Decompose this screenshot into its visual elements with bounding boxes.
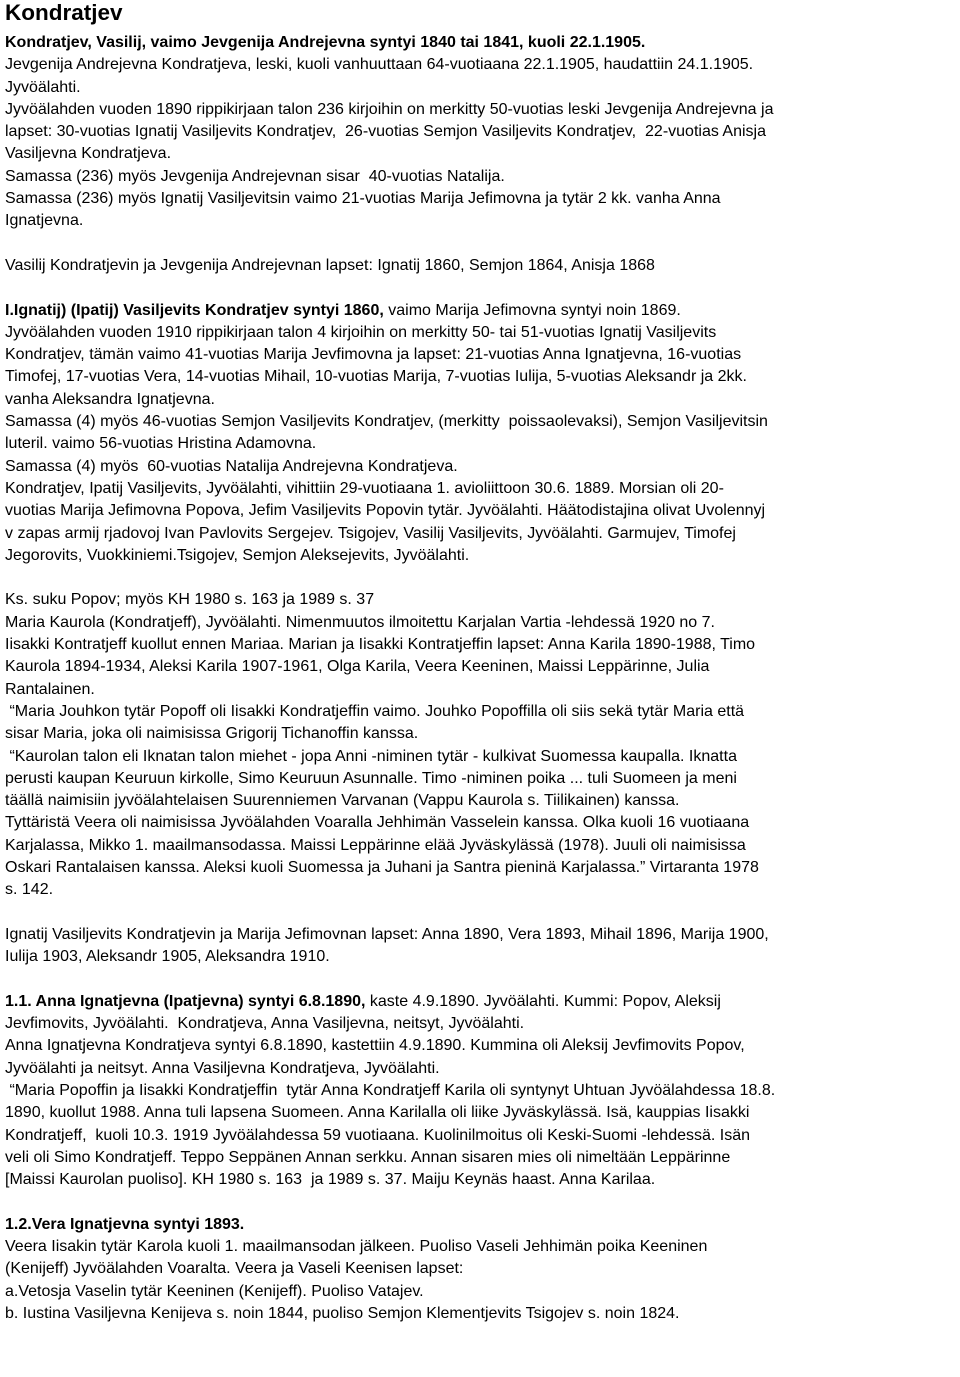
text-line: [5, 634, 957, 656]
text-run: Vasiljevna Kondratjeva.: [5, 145, 172, 163]
text-line: [5, 991, 957, 1013]
text-run: vuotias Marija Jefimovna Popova, Jefim Vasiljevits Popovin tytär. Jyvöälahti. Häätodistajina olivat Uvolennyj: [5, 502, 766, 520]
text-line: [5, 300, 957, 322]
text-run: Iisakki Kontratjeff kuollut ennen Mariaa. Marian ja Iisakki Kontratjeffin lapset: Anna Karila 1890-1988, Timo: [5, 636, 756, 654]
text-line: [5, 32, 957, 54]
text-run: Vasilij Kondratjevin ja Jevgenija Andrejevnan lapset: Ignatij 1860, Semjon 1864, Anisja 1868: [5, 256, 655, 274]
text-run: Rantalainen.: [5, 680, 95, 698]
text-run: Samassa (4) myös 46-vuotias Semjon Vasiljevits Kondratjev, (merkitty poissaolevaksi), Semjon Vasiljevitsin: [5, 413, 768, 431]
text-run: sisar Maria, joka oli naimisissa Grigorij Tichanoffin kanssa.: [5, 725, 419, 743]
text-line: [5, 478, 957, 500]
text-run: Samassa (236) myös Ignatij Vasiljevitsin vaimo 21-vuotias Marija Jefimovna ja tytär 2 kk. vanha Anna: [5, 190, 721, 208]
text-run: Kondratjev, tämän vaimo 41-vuotias Marija Jevfimovna ja lapset: 21-vuotias Anna Ignatjevna, 16-vuotias: [5, 346, 742, 364]
text-line: [5, 500, 957, 522]
text-line: [5, 656, 957, 678]
text-line: [5, 790, 957, 812]
text-run: vanha Aleksandra Ignatjevna.: [5, 390, 215, 408]
text-line: [5, 1080, 957, 1102]
text-line: [5, 679, 957, 701]
text-line: [5, 812, 957, 834]
text-line: [5, 1035, 957, 1057]
blank-line: [5, 233, 957, 255]
text-run: Tyttäristä Veera oli naimisissa Jyvöälahden Voaralla Jehhimän Vasselein kanssa. Olka kuoli 16 vuotiaana: [5, 814, 750, 832]
text-line: [5, 54, 957, 76]
text-run: Kondratjeff, kuoli 10.3. 1919 Jyvöälahdessa 59 vuotiaana. Kuolinilmoitus oli Keski-Suomi -lehdessä. Isän: [5, 1126, 751, 1144]
text-line: [5, 188, 957, 210]
text-run: Anna Ignatjevna Kondratjeva syntyi 6.8.1890, kastettiin 4.9.1890. Kummina oli Aleksij Jevfimovits Popov,: [5, 1037, 745, 1055]
text-run: Jevgenija Andrejevna Kondratjeva, leski, kuoli vanhuuttaan 64-vuotiaana 22.1.1905, haudattiin 24.1.1905.: [5, 56, 754, 74]
text-run: Ks. suku Popov; myös KH 1980 s. 163 ja 1989 s. 37: [5, 591, 375, 609]
text-run: “Maria Jouhkon tytär Popoff oli Iisakki Kondratjeffin vaimo. Jouhko Popoffilla oli siis sekä tytär Maria että: [5, 702, 745, 720]
text-line: [5, 612, 957, 634]
text-line: [5, 1058, 957, 1080]
text-line: [5, 389, 957, 411]
text-line: [5, 723, 957, 745]
text-line: [5, 835, 957, 857]
text-line: [5, 589, 957, 611]
blank-line: [5, 1191, 957, 1213]
page-title: Kondratjev: [5, 0, 123, 25]
text-line: [5, 1147, 957, 1169]
text-line: [5, 1281, 957, 1303]
text-line: [5, 210, 957, 232]
text-line: [5, 1303, 957, 1325]
text-line: [5, 1013, 957, 1035]
text-line: [5, 433, 957, 455]
text-line: [5, 143, 957, 165]
text-line: [5, 77, 957, 99]
text-run: veli oli Simo Kondratjeff. Teppo Seppänen Annan serkku. Annan sisaren mies oli nimeltään Leppärinne: [5, 1148, 731, 1166]
text-line: [5, 523, 957, 545]
text-run: vaimo Marija Jefimovna syntyi noin 1869.: [383, 301, 681, 319]
text-run: Jyvöälahden vuoden 1910 rippikirjaan talon 4 kirjoihin on merkitty 50- tai 51-vuotias Ignatij Vasiljevits: [5, 323, 717, 341]
text-run: (Kenijeff) Jyvöälahden Voaralta. Veera ja Vaseli Keenisen lapset:: [5, 1260, 464, 1278]
text-run: Ignatjevna.: [5, 212, 84, 230]
bold-text-run: Kondratjev, Vasilij, vaimo Jevgenija Andrejevna syntyi 1840 tai 1841, kuoli 22.1.1905.: [5, 34, 646, 51]
text-run: v zapas armij rjadovoj Ivan Pavlovits Sergejev. Tsigojev, Vasilij Vasiljevits, Jyvöälahti. Garmujev, Timofej: [5, 524, 736, 542]
bold-text-run: I.Ignatij) (Ipatij) Vasiljevits Kondratjev syntyi 1860,: [5, 301, 384, 319]
text-run: täällä naimisiin jyvöälahtelaisen Suurenniemen Varvanan (Vappu Kaurola s. Tiilikainen) kanssa.: [5, 792, 680, 810]
text-run: 1890, kuollut 1988. Anna tuli lapsena Suomeen. Anna Karilalla oli liike Jyväskylässä. Isä, kauppias Iisakki: [5, 1104, 750, 1122]
text-line: [5, 1214, 957, 1236]
text-run: b. Iustina Vasiljevna Kenijeva s. noin 1844, puoliso Semjon Klementjevits Tsigojev s. noin 1824.: [5, 1304, 680, 1322]
text-run: Veera Iisakin tytär Karola kuoli 1. maailmansodan jälkeen. Puoliso Vaseli Jehhimän poika Keeninen: [5, 1238, 708, 1256]
text-line: [5, 545, 957, 567]
text-line: [5, 322, 957, 344]
text-line: [5, 456, 957, 478]
text-line: [5, 701, 957, 723]
text-run: a.Vetosja Vaselin tytär Keeninen (Kenijeff). Puoliso Vatajev.: [5, 1282, 424, 1300]
text-line: [5, 1169, 957, 1191]
text-run: [Maissi Kaurolan puoliso]. KH 1980 s. 163 ja 1989 s. 37. Maiju Keynäs haast. Anna Karilaa.: [5, 1171, 656, 1189]
text-run: Samassa (236) myös Jevgenija Andrejevnan sisar 40-vuotias Natalija.: [5, 167, 505, 185]
text-line: [5, 166, 957, 188]
text-run: Maria Kaurola (Kondratjeff), Jyvöälahti. Nimenmuutos ilmoitettu Karjalan Vartia -lehdessä 1920 no 7.: [5, 613, 715, 631]
text-line: [5, 768, 957, 790]
text-line: [5, 121, 957, 143]
bold-text-run: 1.1. Anna Ignatjevna (Ipatjevna) syntyi 6.8.1890,: [5, 992, 366, 1010]
text-line: [5, 1258, 957, 1280]
text-run: Kondratjev, Ipatij Vasiljevits, Jyvöälahti, vihittiin 29-vuotiaana 1. avioliittoon 30.6. 1889. Morsian oli 20-: [5, 479, 724, 497]
text-run: Jyvöälahti ja neitsyt. Anna Vasiljevna Kondratjeva, Jyvöälahti.: [5, 1059, 440, 1077]
text-line: [5, 1125, 957, 1147]
text-run: Jyvöälahti.: [5, 78, 81, 96]
text-run: Samassa (4) myös 60-vuotias Natalija Andrejevna Kondratjeva.: [5, 457, 458, 475]
text-line: [5, 746, 957, 768]
text-run: Jevfimovits, Jyvöälahti. Kondratjeva, Anna Vasiljevna, neitsyt, Jyvöälahti.: [5, 1015, 525, 1033]
blank-line: [5, 902, 957, 924]
text-run: Iulija 1903, Aleksandr 1905, Aleksandra 1910.: [5, 948, 330, 966]
blank-line: [5, 277, 957, 299]
text-run: Ignatij Vasiljevits Kondratjevin ja Marija Jefimovnan lapset: Anna 1890, Vera 1893, Mihail 1896, Marija 1900,: [5, 925, 769, 943]
text-line: [5, 366, 957, 388]
text-line: [5, 1102, 957, 1124]
text-line: [5, 946, 957, 968]
text-run: Karjalassa, Mikko 1. maailmansodassa. Maissi Leppärinne elää Jyväskylässä (1978). Juuli oli naimisissa: [5, 836, 746, 854]
text-run: kaste 4.9.1890. Jyvöälahti. Kummi: Popov, Aleksij: [365, 992, 721, 1010]
text-line: [5, 1236, 957, 1258]
blank-line: [5, 567, 957, 589]
text-line: [5, 99, 957, 121]
text-run: s. 142.: [5, 881, 54, 899]
text-run: Jyvöälahden vuoden 1890 rippikirjaan talon 236 kirjoihin on merkitty 50-vuotias leski Jevgenija Andrejevna ja: [5, 100, 774, 118]
text-run: Kaurola 1894-1934, Aleksi Karila 1907-1961, Olga Karila, Veera Keeninen, Maissi Leppärinne, Julia: [5, 658, 710, 676]
document-page: [5, 0, 957, 1325]
text-run: Oskari Rantalaisen kanssa. Aleksi kuoli Suomessa ja Juhani ja Santra pieninä Karjalassa.” Virtaranta 1978: [5, 858, 759, 876]
text-run: “Maria Popoffin ja Iisakki Kondratjeffin tytär Anna Kondratjeff Karila oli syntynyt Uhtuan Jyvöälahdessa 18.8.: [5, 1081, 776, 1099]
text-run: “Kaurolan talon eli Iknatan talon miehet - jopa Anni -niminen tytär - kulkivat Suomessa kaupalla. Iknatta: [5, 747, 737, 765]
text-line: [5, 411, 957, 433]
text-run: lapset: 30-vuotias Ignatij Vasiljevits Kondratjev, 26-vuotias Semjon Vasiljevits Kondratjev, 22-vuotias Anisja: [5, 123, 766, 141]
text-run: luteril. vaimo 56-vuotias Hristina Adamovna.: [5, 435, 317, 453]
text-run: Timofej, 17-vuotias Vera, 14-vuotias Mihail, 10-vuotias Marija, 7-vuotias Iulija, 5-vuotias Aleksandr ja 2kk.: [5, 368, 747, 386]
text-line: [5, 857, 957, 879]
text-line: [5, 879, 957, 901]
text-line: [5, 255, 957, 277]
blank-line: [5, 968, 957, 990]
text-run: perusti kaupan Keuruun kirkolle, Simo Keuruun Asunnalle. Timo -niminen poika ... tuli Suomeen ja meni: [5, 769, 737, 787]
text-line: [5, 344, 957, 366]
text-line: [5, 924, 957, 946]
document-body: [5, 32, 957, 1325]
text-run: Jegorovits, Vuokkiniemi.Tsigojev, Semjon Aleksejevits, Jyvöälahti.: [5, 546, 470, 564]
bold-text-run: 1.2.Vera Ignatjevna syntyi 1893.: [5, 1215, 245, 1233]
